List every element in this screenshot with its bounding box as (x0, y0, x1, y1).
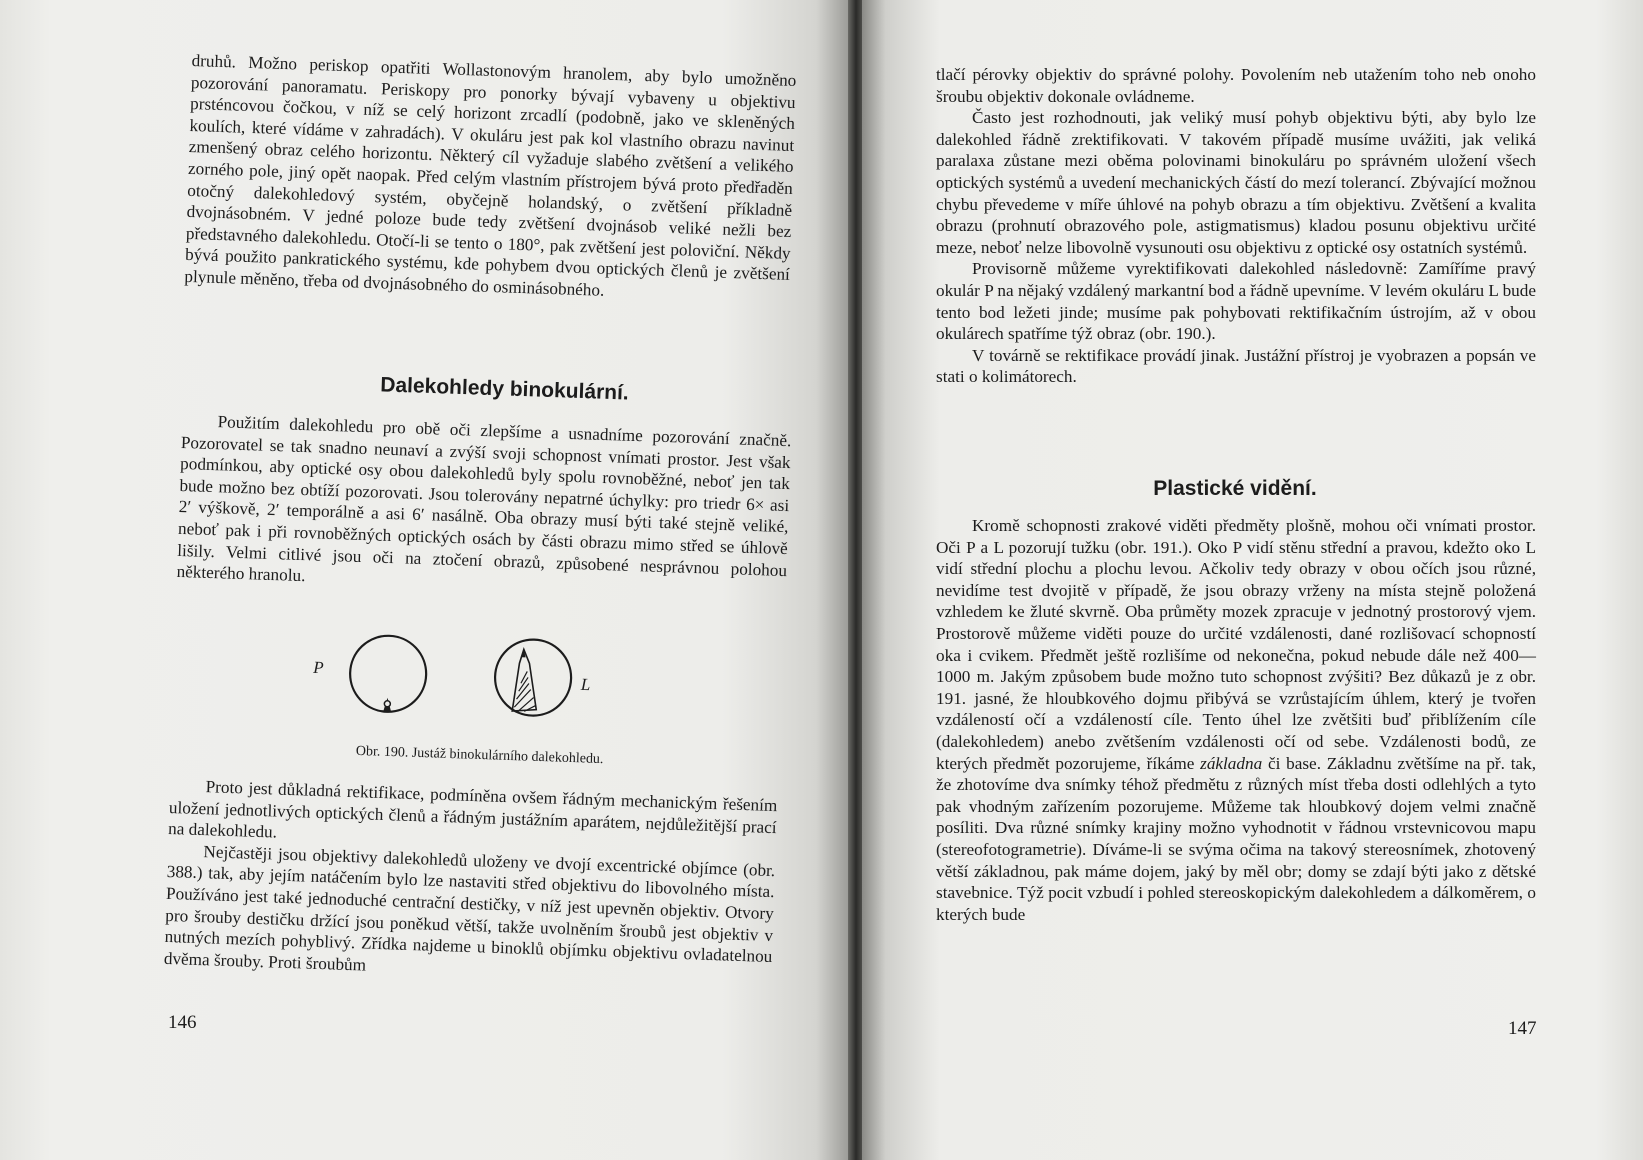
paragraph (936, 515, 1536, 925)
figure-190-diagram (332, 630, 615, 737)
term-zakladna: základna (1200, 753, 1263, 773)
section-heading-binocular: Dalekohledy binokulární. (379, 373, 630, 405)
right-text-block-2 (936, 515, 1536, 925)
paragraph: Použitím dalekohledu pro obě oči zlepšíme a usnadníme pozorování značně. Pozorovatel se tak snadno neunaví a zvýší svoji schopnost vnímati prostor. Jest však podmínkou, aby optické osy obou dalekohledů byly spolu rovnoběžné, neboť jen tak bude možno bez obtíží pozorovati. Jsou tolerovány nepatrné úchylky: pro triedr 6× asi 2′ výškově, 2′ temporálně a asi 6′ nasálně. Oba obrazy musí býti také stejně veliké, neboť pak i při rovnoběžných optických osách by části obrazu mimo střed se úhlově lišily. Velmi citlivé jsou oči na ztočení obrazů, způsobené nesprávnou polohou některého hranolu. (176, 412, 792, 586)
left-text-block-3 (164, 775, 778, 989)
page-number-left: 146 (168, 1012, 197, 1033)
figure-190-caption: Obr. 190. Justáž binokulárního dalekohledu. (355, 743, 604, 768)
page-number-right: 147 (1508, 1018, 1537, 1039)
right-eyepiece-pencil (512, 649, 538, 712)
figure-label-p: P (313, 657, 324, 678)
paragraph: Provisorně můžeme vyrektifikovati dalekohled následovně: Zamíříme pravý okulár P na nějaký vzdálený markantní bod a řádně upevníme. V levém okuláru L bude tento bod ležeti jinde; musíme pak pohybovati rektifikačním ústrojím, až v obou okulárech spatříme týž obraz (obr. 190.). (936, 259, 1536, 344)
right-eyepiece-circle (494, 639, 572, 717)
section-heading-plastic-vision: Plastické vidění. (1153, 477, 1317, 500)
paragraph-part: Kromě schopnosti zrakové viděti předměty plošně, mohou oči vnímati prostor. Oči P a L pozorují tužku (obr. 191.). Oko P vidí stěnu střední a pravou, kdežto oko L vidí střední plochu a plochu levou. Ačkoliv tedy obrazy v obou očích jsou různé, nevidíme test dvojitě v případě, že jsou obrazy vrženy na místa stejně položená vzhledem ke žluté skvrně. Oba průměty mozek zpracuje v jednotný prostorový vjem. Prostorově můžeme viděti pouze do určité vzdálenosti, dané rozlišovací schopností oka i cvikem. Předmět ještě rozlišíme od nekonečna, pokud nebude dále než 400—1000 m. Jakým způsobem bude možno tuto schopnost zvýšiti? Bez důkazů je z obr. 191. jasné, že hloubkového dojmu přibývá se vzrůstajícím úhlem, který je tvořen vzdáleností očí a vzdáleností cíle. Tento úhel lze zvětšiti buď přiblížením cíle (dalekohledem) anebo zvětšením vzdálenosti očí od sebe. Vzdálenosti bodů, ze kterých předmět pozorujeme, říkáme (936, 516, 1536, 773)
paragraph: Často jest rozhodnouti, jak veliký musí pohyb objektivu býti, aby bylo lze dalekohled řádně zrektifikovati. V takovém případě musíme uvážiti, jak veliká paralaxa zůstane mezi oběma polovinami binokuláru po správném uložení všech optických systémů a uvedení mechanických částí do mezí tolerancí. Zbývající možnou chybu převedeme v míře úhlové na pohyb obrazu a tím objektivu. Zvětšení a kvalita obrazu (prohnutí obrazového pole, astigmatismus) kladou posunu objektivu určité meze, neboť nelze libovolně vysunouti osu objektivu z optické osy ostatních systémů. (936, 108, 1536, 257)
left-eyepiece-center (384, 701, 390, 707)
paragraph: Nejčastěji jsou objektivy dalekohledů uloženy ve dvojí excentrické objímce (obr. 388.) tak, aby jejím natáčením bylo lze nastaviti střed objektivu do libovolného místa. Používáno jest také jednoduché centrační destičky, v níž jest upevněn objektiv. Otvory pro šrouby destičku držící jsou poněkud větší, takže uvolněním šroubů jest objektiv v nutných mezích pohyblivý. Zřídka najdeme u binoklů objímku objektivu ovladatelnou dvěma šrouby. Proti šroubům (163, 841, 776, 975)
paragraph: tlačí pérovky objektiv do správné polohy. Povolením neb utažením toho neb onoho šroubu objektiv dokonale ovládneme. (936, 65, 1536, 106)
figure-label-l: L (580, 674, 591, 695)
left-text-block-1 (184, 50, 797, 307)
paragraph: druhů. Možno periskop opatřiti Wollastonovým hranolem, aby bylo umožněno pozorování panoramatu. Periskopy pro ponorky bývají vybaveny u objektivu prsténcovou čočkou, v níž se celý horizont zrcadlí (podobně, jako ve skleněných koulích, které vídáme v zahradách). V okuláru jest pak kol vlastního obrazu navinut zmenšený obraz celého horizontu. Některý cíl vyžaduje slabého zvětšení a velikého zorného pole, jiný opět naopak. Před celým vlastním přístrojem bývá proto předřaděn otočný dalekohledový systém, obyčejně holandský, o zvětšení příkladně dvojnásobném. V jedné poloze bude tedy zvětšení dvojnásob veliké nežli bez představného dalekohledu. Otočí-li se tento o 180°, pak zvětšení jest poloviční. Někdy bývá použito pankratického systému, kde pohybem dvou optických členů je zvětšení plynule měněno, třeba od dvojnásobného do osminásobného. (184, 50, 797, 300)
paragraph: V továrně se rektifikace provádí jinak. Justážní přístroj je vyobrazen a popsán ve stati o kolimátorech. (936, 345, 1536, 387)
paragraph-part: či base. Základnu zvětšíme na př. tak, že zhotovíme dva snímky téhož předmětu z různých míst třeba dosti odlehlých a tyto pak vhodným zařízením pozorujeme. Můžeme tak hloubkový dojem velmi značně posíliti. Dva různé snímky krajiny možno vyhodnotit v řádnou vrstevnicovou mapu (stereofotogrametrie). Díváme-li se svýma očima na takový stereosnímek, zhotovený větší základnou, pak máme dojem, jaký by měl obr; domy se zdají býti jako z dětské stavebnice. Týž pocit vzbudí i pohled stereoskopickým dalekohledem a dálkoměrem, o kterých bude (936, 753, 1537, 924)
paragraph: Proto jest důkladná rektifikace, podmíněna ovšem řádným mechanickým řešením uložení jednotlivých optických členů a řádným justážním aparátem, nejdůležitější prací na dalekohledu. (167, 777, 778, 842)
right-text-block-1 (936, 64, 1536, 388)
left-text-block-2 (176, 410, 791, 603)
